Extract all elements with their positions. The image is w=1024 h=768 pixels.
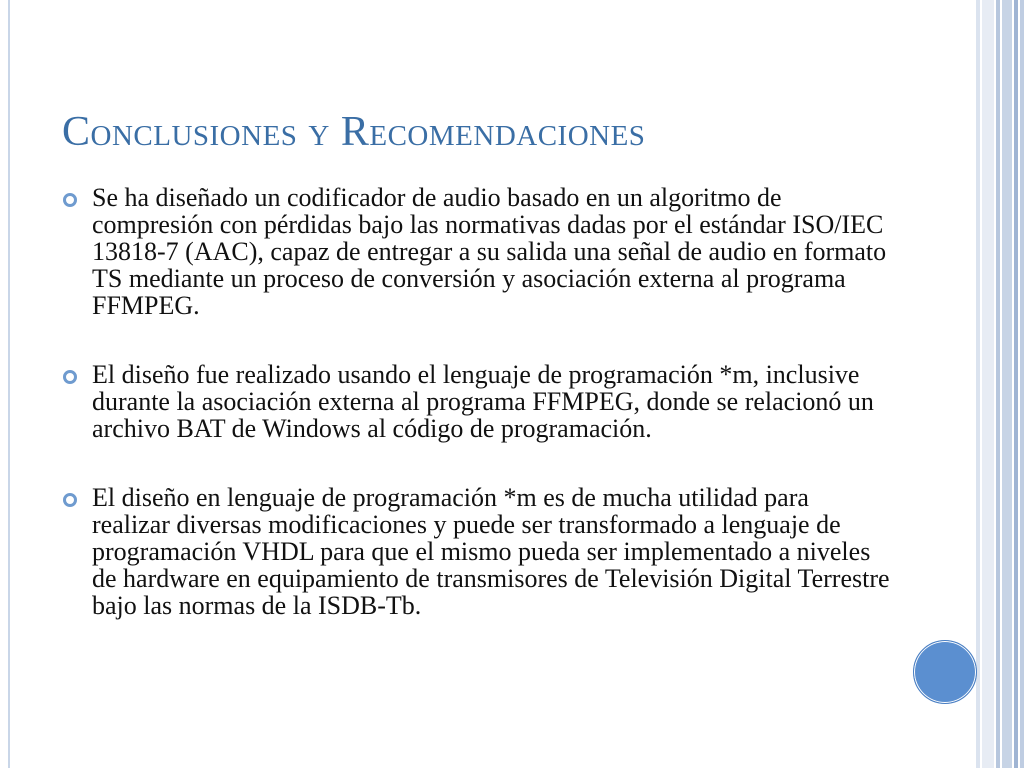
stripe bbox=[1002, 0, 1012, 768]
bullet-item bbox=[62, 484, 892, 619]
slide-title: Conclusiones y Recomendaciones bbox=[62, 109, 646, 155]
left-rule-decoration bbox=[8, 0, 10, 768]
bullet-ring-icon bbox=[62, 192, 78, 208]
stripe bbox=[996, 0, 1000, 768]
bullet-list bbox=[62, 184, 892, 661]
stripe bbox=[982, 0, 994, 768]
stripe bbox=[1020, 0, 1024, 768]
bullet-ring-icon bbox=[62, 492, 78, 508]
bullet-text: El diseño en lenguaje de programación *m es de mucha utilidad para realizar diversas modificaciones y puede ser transformado a lenguaje de programación VHDL para que el mismo pueda ser implementado a niveles de hardware en equipamiento de transmisores de Televisión Digital Terrestre bajo las normas de la ISDB-Tb. bbox=[92, 483, 890, 620]
stripe bbox=[1014, 0, 1018, 768]
bullet-text: El diseño fue realizado usando el lenguaje de programación *m, inclusive durante la asociación externa al programa FFMPEG, donde se relacionó un archivo BAT de Windows al código de programación. bbox=[92, 360, 874, 443]
right-stripes-decoration bbox=[976, 0, 1024, 768]
bullet-ring-icon bbox=[62, 369, 78, 385]
bullet-text: Se ha diseñado un codificador de audio basado en un algoritmo de compresión con pérdidas bajo las normativas dadas por el estándar ISO/IEC 13818-7 (AAC), capaz de entregar a su salida una señal de audio en formato TS mediante un proceso de conversión y asociación externa al programa FFMPEG. bbox=[92, 183, 887, 320]
blue-circle-decoration bbox=[913, 640, 977, 704]
bullet-item bbox=[62, 184, 892, 319]
bullet-item bbox=[62, 361, 892, 442]
stripe bbox=[976, 0, 980, 768]
